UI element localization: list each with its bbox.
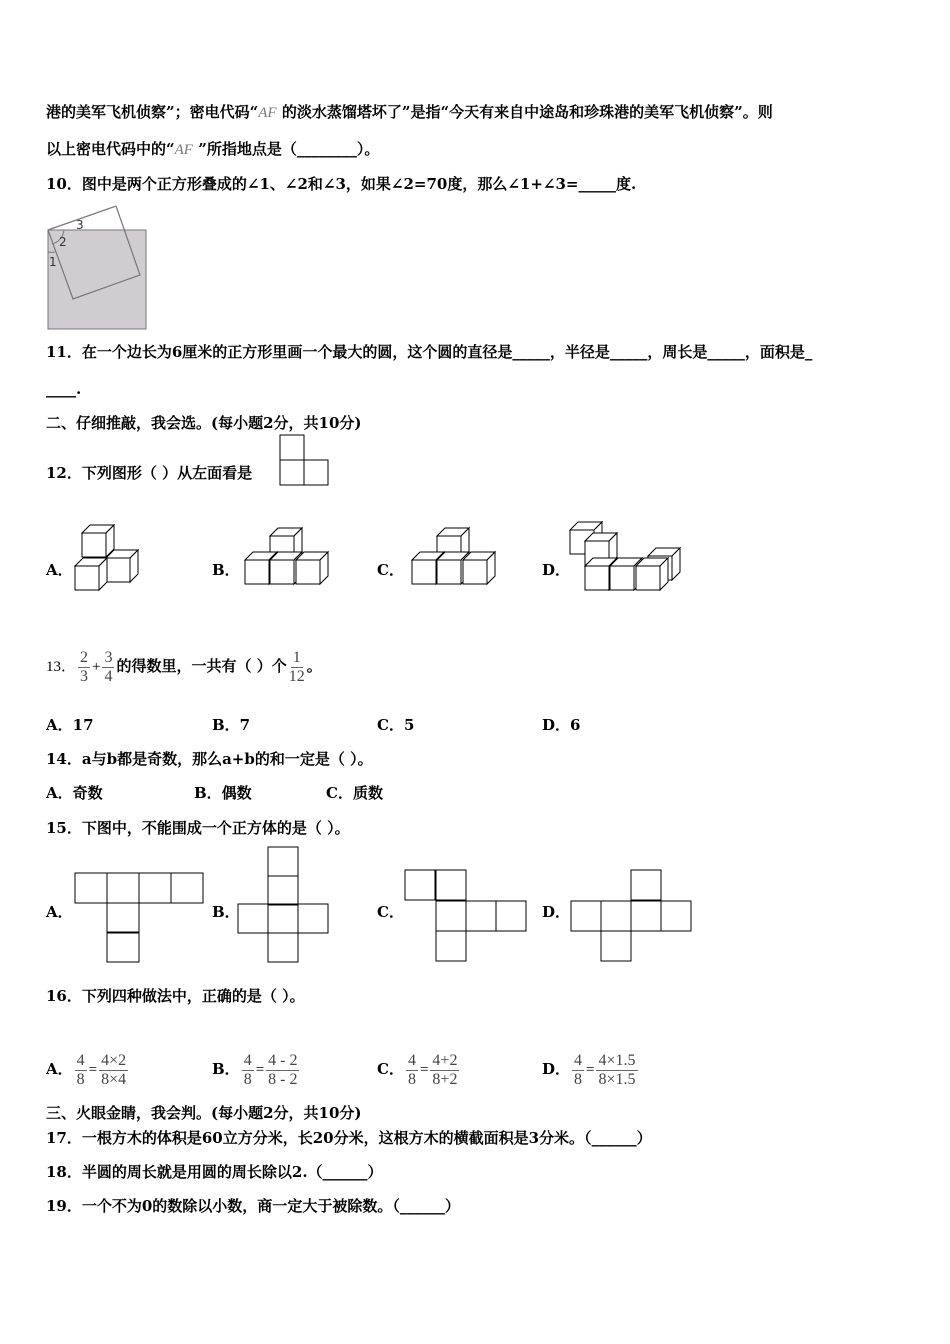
num: 4 (407, 1051, 416, 1069)
section-3-heading: 三、火眼金睛，我会判。(每小题2分，共10分) (46, 1104, 362, 1122)
q13-option-c[interactable]: C．5 (377, 716, 415, 734)
q19: 19．一个不为0的数除以小数，商一定大于被除数。（______） (46, 1197, 460, 1215)
right-fraction (596, 1052, 637, 1089)
view-square (304, 460, 328, 485)
net-square (436, 870, 466, 900)
den: 8 (243, 1070, 252, 1088)
net-square (436, 931, 466, 961)
q12-option-b[interactable]: B． (212, 561, 240, 579)
cube-front (437, 560, 461, 584)
net-square (107, 932, 139, 962)
net-square (268, 933, 298, 962)
num: 1 (292, 648, 301, 666)
q16-option-d[interactable] (542, 1044, 640, 1095)
den: 8×1.5 (598, 1070, 636, 1088)
q14: 14．a与b都是奇数，那么a+b的和一定是（ ）。 (46, 750, 373, 768)
num: 4 (76, 1051, 85, 1069)
cube-front (270, 560, 294, 584)
net-square (107, 903, 139, 933)
q11-line2: ____. (46, 380, 82, 398)
net-square (238, 904, 268, 933)
den: 8 - 2 (268, 1070, 298, 1088)
label: D． (542, 1060, 571, 1078)
net-square (107, 873, 139, 903)
num: 2 (80, 648, 89, 666)
q14-option-a[interactable]: A．奇数 (46, 784, 103, 802)
q12-option-a[interactable]: A． (46, 561, 73, 579)
label: B． (212, 1060, 240, 1078)
den: 8 (407, 1070, 416, 1088)
q13-option-d[interactable]: D．6 (542, 716, 581, 734)
left-fraction (572, 1052, 584, 1089)
net-square (601, 931, 631, 961)
fraction-2-3 (78, 649, 90, 686)
equals: = (88, 1062, 98, 1078)
net-square (496, 901, 526, 931)
cube-front (463, 560, 487, 584)
angle-label: 2 (59, 235, 67, 249)
q12-option-c[interactable]: C． (377, 561, 404, 579)
equals: = (419, 1062, 429, 1078)
label: A． (46, 1060, 73, 1078)
net-square (405, 870, 435, 900)
right-fraction (430, 1052, 459, 1089)
cube-front (296, 560, 320, 584)
net-square (466, 901, 496, 931)
plus-sign: + (92, 659, 101, 675)
q12: 12．下列图形（ ）从左面看是 (46, 464, 253, 482)
q11-line1: 11．在一个边长为6厘米的正方形里画一个最大的圆，这个圆的直径是_____，半径是_____，周长是_____，面积是_ (46, 343, 813, 361)
q16-option-b[interactable] (212, 1044, 301, 1095)
net-square (661, 901, 691, 931)
code-af: AF (258, 105, 277, 121)
angle-label: 1 (49, 255, 57, 269)
right-fraction (266, 1052, 299, 1089)
q18: 18．半圆的周长就是用圆的周长除以2.（______） (46, 1163, 383, 1181)
q13-option-b[interactable]: B．7 (212, 716, 251, 734)
num: 4 (574, 1051, 583, 1069)
net-square (268, 847, 298, 876)
q13 (46, 636, 322, 697)
q12-option-d[interactable]: D． (542, 561, 571, 579)
view-square (280, 435, 304, 460)
num: 4 - 2 (268, 1051, 298, 1069)
equals: = (586, 1062, 595, 1078)
den: 12 (288, 667, 305, 685)
num: 4 (243, 1051, 252, 1069)
cube-front (636, 566, 660, 590)
q13-number: 13． (46, 659, 77, 675)
net-square (436, 901, 466, 931)
left-fraction (406, 1052, 418, 1089)
section-2-heading: 二、仔细推敲，我会选。(每小题2分，共10分) (46, 414, 362, 432)
text: ”所指地点是（________）。 (192, 140, 380, 158)
cube-front (75, 566, 99, 590)
q13-option-a[interactable]: A．17 (46, 716, 94, 734)
q16-option-c[interactable] (377, 1044, 461, 1095)
net-square (268, 876, 298, 905)
num: 3 (104, 648, 113, 666)
q15-option-b[interactable]: B． (212, 903, 240, 921)
net-square (139, 873, 171, 903)
label: C． (377, 1060, 404, 1078)
fraction-1-12 (289, 649, 305, 686)
q15: 15．下图中，不能围成一个正方体的是（ ）。 (46, 819, 350, 837)
q15-option-d[interactable]: D． (542, 903, 571, 921)
den: 8×4 (101, 1070, 127, 1088)
num: 4+2 (432, 1051, 458, 1069)
text: 港的美军飞机侦察”；密电代码“ (46, 103, 259, 121)
q16: 16．下列四种做法中，正确的是（ ）。 (46, 987, 305, 1005)
net-square (171, 873, 203, 903)
cube-front (585, 566, 609, 590)
cube-front (82, 533, 106, 557)
net-square (268, 904, 298, 933)
net-square (631, 870, 661, 900)
den: 8+2 (432, 1070, 458, 1088)
right-fraction (99, 1052, 128, 1089)
net-square (601, 901, 631, 931)
net-square (631, 901, 661, 931)
cube-front (106, 558, 130, 582)
code-af: AF (174, 142, 193, 158)
q10: 10．图中是两个正方形叠成的∠1、∠2和∠3，如果∠2=70度，那么∠1+∠3=_____度. (46, 175, 637, 193)
left-fraction (75, 1052, 87, 1089)
text: 的淡水蒸馏塔坏了”是指“今天有来自中途岛和珍珠港的美军飞机侦察”。则 (276, 103, 773, 121)
num: 4×1.5 (598, 1051, 636, 1069)
num: 4×2 (101, 1051, 127, 1069)
q15-option-a[interactable]: A． (46, 903, 73, 921)
q16-option-a[interactable] (46, 1044, 130, 1095)
q14-option-b[interactable]: B．偶数 (194, 784, 252, 802)
text: 。 (306, 657, 322, 675)
equals: = (255, 1062, 265, 1078)
net-square (75, 873, 107, 903)
cube-front (412, 560, 436, 584)
q14-option-c[interactable]: C．质数 (326, 784, 383, 802)
cube-front (610, 566, 634, 590)
q15-option-c[interactable]: C． (377, 903, 404, 921)
q17: 17．一根方木的体积是60立方分米，长20分米，这根方木的横截面积是3分米。（______） (46, 1129, 652, 1147)
den: 8 (574, 1070, 583, 1088)
view-square (280, 460, 304, 485)
fraction-3-4 (102, 649, 114, 686)
text: 的得数里，一共有（ ）个 (116, 657, 287, 675)
left-fraction (242, 1052, 254, 1089)
angle-label: 3 (76, 218, 84, 232)
cube-front (245, 560, 269, 584)
den: 4 (104, 667, 113, 685)
net-square (571, 901, 601, 931)
text: 以上密电代码中的“ (46, 140, 175, 158)
den: 8 (76, 1070, 85, 1088)
den: 3 (80, 667, 89, 685)
net-square (298, 904, 328, 933)
